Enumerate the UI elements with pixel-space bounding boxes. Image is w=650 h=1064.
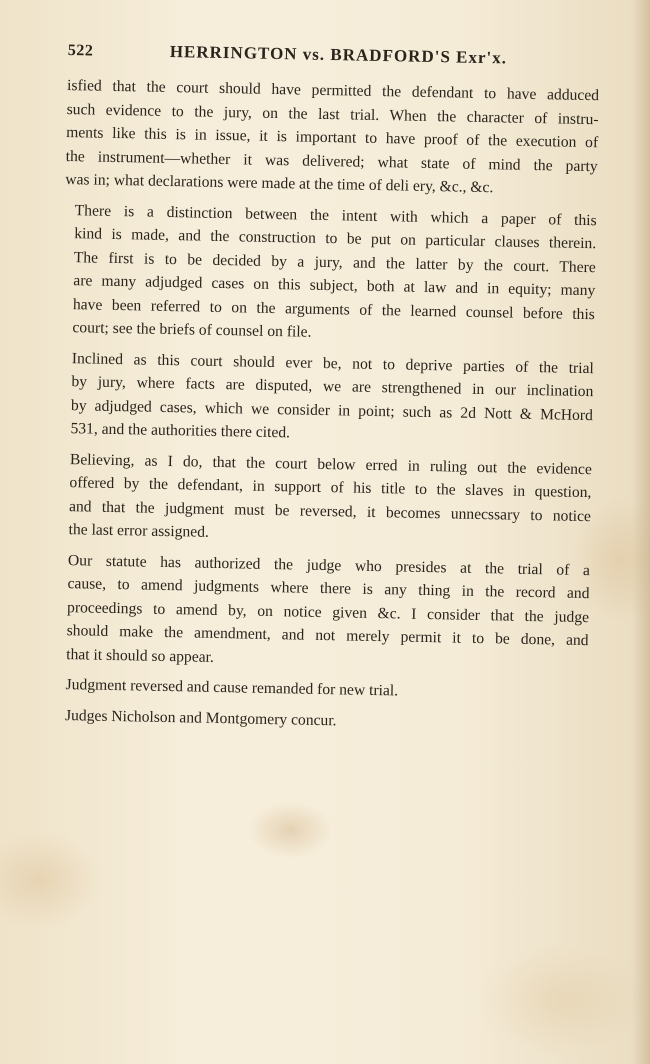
paragraph-p4 xyxy=(58,447,592,551)
text-line: have been referred to on the arguments of the learned counsel before this xyxy=(72,295,595,323)
text-line: was in; what declarations were made at the time of deli ery, &c., &c. xyxy=(65,170,494,197)
text-line: The first is to be decided by a jury, and the latter by the court. There xyxy=(73,248,596,276)
text-line: the instrument—whether it was delivered; what state of mind the party xyxy=(65,147,598,175)
paragraph-p2 xyxy=(62,198,597,349)
text-line: Judgment reversed and cause remanded for new trial. xyxy=(65,676,399,700)
text-line: such evidence to the jury, on the last trial. When the character of instru- xyxy=(66,100,599,128)
page-edge-shadow xyxy=(632,0,650,1064)
text-line: court; see the briefs of counsel on file. xyxy=(72,319,312,341)
text-line: kind is made, and the construction to be put on particular clauses therein. xyxy=(74,225,597,253)
page-header xyxy=(68,40,600,70)
text-line: that it should so appear. xyxy=(66,645,215,666)
text-line: 531, and the authorities there cited. xyxy=(70,420,291,442)
text-line: Judges Nicholson and Montgomery concur. xyxy=(64,706,337,729)
text-line: should make the amendment, and not merely permit it to be done, and xyxy=(66,622,589,650)
page-number: 522 xyxy=(67,41,94,60)
running-head: HERRINGTON vs. BRADFORD'S Exr'x. xyxy=(169,41,508,68)
text-line: Inclined as this court should ever be, not to deprive parties of the trial xyxy=(71,349,594,377)
text-line: by adjudged cases, which we consider in point; such as 2d Nott & McHord xyxy=(70,396,594,424)
paragraph-p5 xyxy=(56,548,590,676)
paragraph-p3 xyxy=(60,346,594,450)
text-line: There is a distinction between the intent with which a paper of this xyxy=(74,201,597,229)
text-line: by jury, where facts are disputed, we are strengthened in our inclination xyxy=(71,373,594,401)
body-text xyxy=(55,74,599,737)
text-line: Our statute has authorized the judge who presides at the trial of a xyxy=(67,551,591,579)
text-line: and that the judgment must be reversed, it becomes unnecssary to notice xyxy=(68,497,592,525)
paragraph-p1 xyxy=(65,74,599,202)
text-line: ments like this is in issue, it is important to have proof of the execution of xyxy=(66,123,599,152)
text-line: cause, to amend judgments where there is any thing in the record and xyxy=(67,575,590,603)
book-page xyxy=(55,40,600,737)
text-line: isfied that the court should have permitted the defendant to have adduced xyxy=(66,76,600,105)
paragraph-p7 xyxy=(55,703,587,737)
paragraph-p6 xyxy=(55,673,587,707)
text-line: are many adjudged cases on this subject, both at law and in equity; many xyxy=(73,272,596,300)
text-line: Believing, as I do, that the court below erred in ruling out the evidence xyxy=(69,450,593,478)
text-line: proceedings to amend by, on notice given &c. I consider that the judge xyxy=(66,598,590,626)
text-line: offered by the defendant, in support of his title to the slaves in question, xyxy=(69,474,592,502)
text-line: the last error assigned. xyxy=(68,521,210,541)
